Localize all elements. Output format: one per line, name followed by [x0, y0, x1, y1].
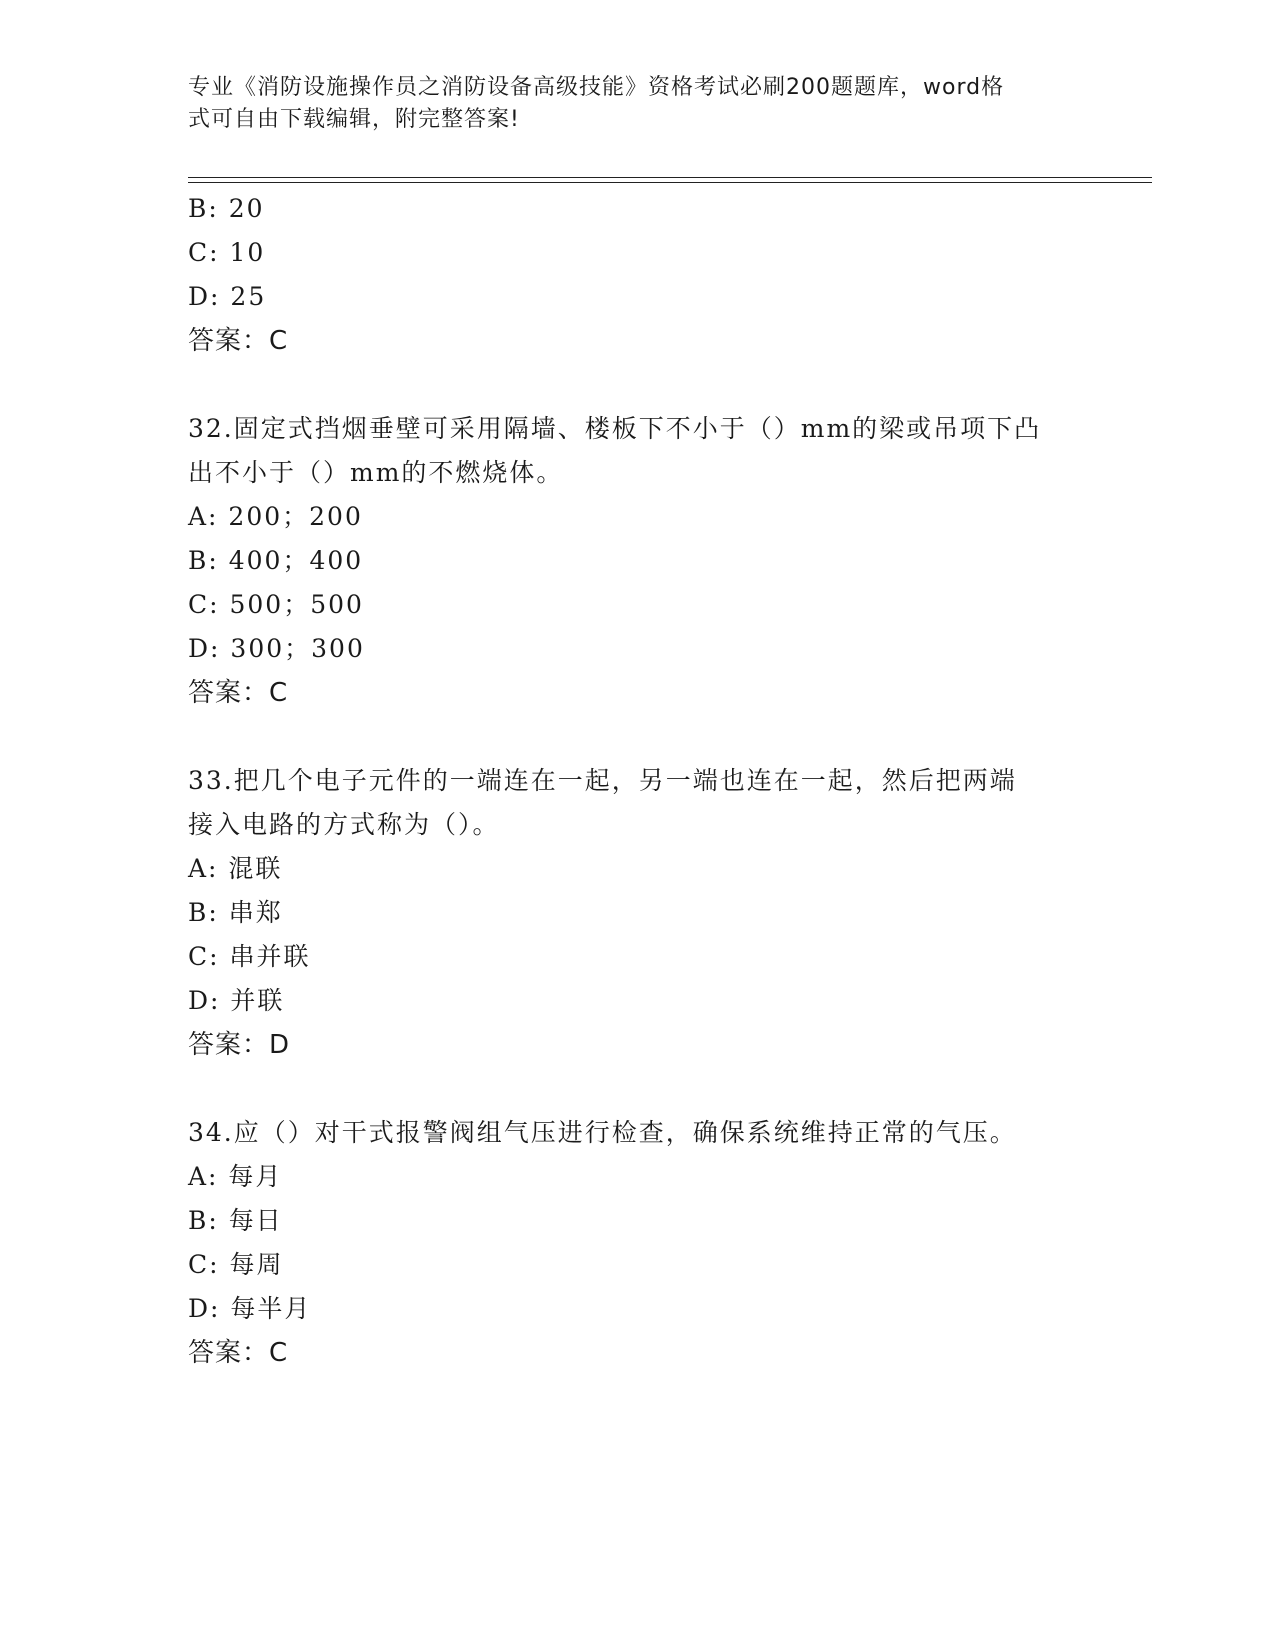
q33-option-b: B: 串郑: [188, 898, 283, 927]
q32-stem-line-1: 32.固定式挡烟垂壁可采用隔墙、楼板下不小于（）mm的梁或吊项下凸: [188, 414, 1042, 443]
q32-option-b: B: 400；400: [188, 546, 364, 575]
q33-option-c: C: 串并联: [188, 942, 311, 971]
q34-option-b: B: 每日: [188, 1206, 283, 1235]
document-header: [188, 72, 1068, 136]
q32-option-c: C: 500；500: [188, 590, 364, 619]
q33-stem-line-1: 33.把几个电子元件的一端连在一起，另一端也连在一起，然后把两端: [188, 766, 1017, 795]
q34-option-a: A: 每月: [188, 1162, 283, 1191]
q33-option-d: D: 并联: [188, 986, 285, 1015]
q32-option-a: A: 200；200: [188, 502, 363, 531]
q33-option-a: A: 混联: [188, 854, 283, 883]
q32-option-d: D: 300；300: [188, 634, 365, 663]
header-divider-top: [188, 177, 1152, 178]
q34-stem-line-1: 34.应（）对干式报警阀组气压进行检查，确保系统维持正常的气压。: [188, 1118, 1017, 1147]
header-divider-bottom: [188, 182, 1152, 183]
header-line-1: 专业《消防设施操作员之消防设备高级技能》资格考试必刷200题题库，word格: [188, 75, 1005, 100]
q32-stem-line-2: 出不小于（）mm的不燃烧体。: [188, 458, 564, 487]
q31-answer: 答案：C: [188, 326, 289, 356]
q33-answer: 答案：D: [188, 1030, 291, 1060]
header-line-2: 式可自由下载编辑，附完整答案!: [188, 107, 520, 132]
q34-option-d: D: 每半月: [188, 1294, 312, 1323]
q34-answer: 答案：C: [188, 1338, 289, 1368]
q33-stem-line-2: 接入电路的方式称为（）。: [188, 810, 500, 839]
q34-option-c: C: 每周: [188, 1250, 284, 1279]
q31-option-b: B: 20: [188, 194, 265, 223]
q31-option-c: C: 10: [188, 238, 266, 267]
q32-answer: 答案：C: [188, 678, 289, 708]
q31-option-d: D: 25: [188, 282, 267, 311]
